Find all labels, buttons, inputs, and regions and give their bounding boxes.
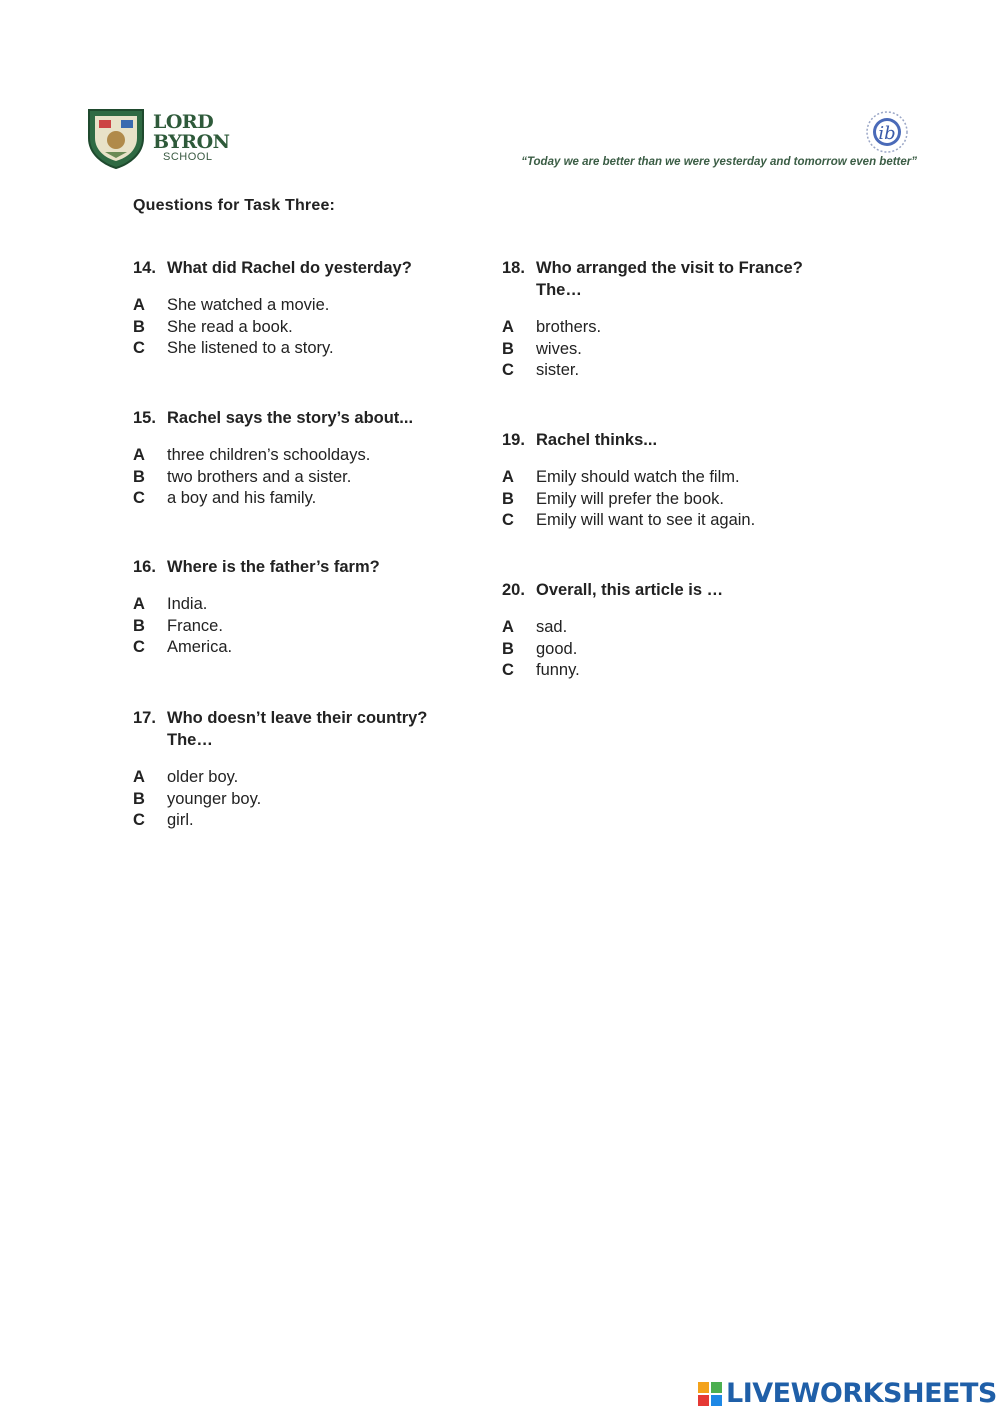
question-continuation: The… <box>536 281 582 299</box>
option-a[interactable] <box>133 767 493 789</box>
option-letter: B <box>133 467 145 486</box>
question-prompt <box>133 707 493 729</box>
option-letter: B <box>502 489 514 508</box>
option-text: funny. <box>536 661 580 680</box>
question-number: 14. <box>133 259 156 277</box>
question-number: 18. <box>502 259 525 277</box>
question-20 <box>502 579 862 682</box>
option-a[interactable] <box>133 295 493 317</box>
question-number: 20. <box>502 581 525 599</box>
option-text: older boy. <box>167 768 239 786</box>
option-letter: A <box>502 468 514 486</box>
school-name <box>153 112 230 152</box>
option-letter: A <box>133 768 145 786</box>
option-b[interactable] <box>502 639 862 661</box>
option-c[interactable] <box>133 338 493 360</box>
liveworksheets-brand: LIVEWORKSHEETS <box>726 1378 997 1409</box>
option-text: Emily will want to see it again. <box>536 511 756 530</box>
option-text: sad. <box>536 618 568 636</box>
option-c[interactable] <box>502 510 862 532</box>
question-prompt <box>133 556 493 578</box>
option-letter: C <box>502 661 514 680</box>
question-text: Overall, this article is … <box>536 581 724 599</box>
option-letter: A <box>133 595 145 613</box>
question-number: 16. <box>133 558 156 576</box>
question-text: What did Rachel do yesterday? <box>167 259 412 277</box>
option-c[interactable] <box>133 488 493 510</box>
option-c[interactable] <box>502 660 862 682</box>
question-15 <box>133 407 493 510</box>
question-text: Who doesn’t leave their country? <box>167 709 428 727</box>
question-prompt <box>133 407 493 429</box>
option-letter: C <box>133 489 145 508</box>
option-list <box>133 445 493 510</box>
question-text: Rachel thinks... <box>536 431 658 449</box>
option-letter: C <box>133 638 145 657</box>
ib-logo-icon <box>856 110 910 156</box>
option-letter: A <box>502 618 514 636</box>
question-number: 15. <box>133 409 156 427</box>
option-b[interactable] <box>133 467 493 489</box>
option-text: Emily will prefer the book. <box>536 489 724 508</box>
option-list <box>502 617 862 682</box>
option-letter: C <box>133 811 145 830</box>
option-text: France. <box>167 616 223 635</box>
option-text: three children’s schooldays. <box>167 446 371 464</box>
question-prompt <box>502 579 862 601</box>
option-text: brothers. <box>536 318 602 336</box>
option-a[interactable] <box>133 594 493 616</box>
option-letter: C <box>502 511 514 530</box>
option-text: sister. <box>536 361 580 380</box>
option-letter: B <box>502 639 514 658</box>
option-c[interactable] <box>133 637 493 659</box>
question-19 <box>502 429 862 532</box>
question-14 <box>133 257 493 360</box>
option-text: She watched a movie. <box>167 296 330 314</box>
question-16 <box>133 556 493 659</box>
option-letter: A <box>133 296 145 314</box>
question-continuation: The… <box>167 731 213 749</box>
option-text: America. <box>167 638 233 657</box>
option-a[interactable] <box>502 467 862 489</box>
question-prompt <box>133 257 493 279</box>
question-text: Where is the father’s farm? <box>167 558 380 576</box>
option-text: She listened to a story. <box>167 339 334 358</box>
option-list <box>502 317 862 382</box>
option-b[interactable] <box>133 616 493 638</box>
option-a[interactable] <box>502 317 862 339</box>
school-label: SCHOOL <box>163 151 213 163</box>
option-text: wives. <box>536 339 582 358</box>
option-letter: B <box>502 339 514 358</box>
school-name-line2: BYRON <box>153 131 230 153</box>
question-number: 17. <box>133 709 156 727</box>
option-text: Emily should watch the film. <box>536 468 740 486</box>
option-a[interactable] <box>502 617 862 639</box>
task-title: Questions for Task Three: <box>133 197 336 214</box>
option-letter: B <box>133 317 145 336</box>
svg-text:ib: ib <box>878 123 896 144</box>
option-c[interactable] <box>502 360 862 382</box>
option-letter: A <box>133 446 145 464</box>
option-letter: B <box>133 616 145 635</box>
question-text: Who arranged the visit to France? <box>536 259 803 277</box>
option-b[interactable] <box>133 789 493 811</box>
school-crest-icon <box>85 108 147 170</box>
question-17 <box>133 707 493 832</box>
option-b[interactable] <box>502 339 862 361</box>
option-text: She read a book. <box>167 317 293 336</box>
question-18 <box>502 257 862 382</box>
liveworksheets-logo[interactable] <box>698 1378 997 1410</box>
option-text: girl. <box>167 811 194 830</box>
option-list <box>502 467 862 532</box>
question-number: 19. <box>502 431 525 449</box>
option-text: a boy and his family. <box>167 489 317 508</box>
option-text: good. <box>536 639 578 658</box>
option-text: two brothers and a sister. <box>167 467 352 486</box>
option-list <box>133 295 493 360</box>
school-motto: “Today we are better than we were yesterday and tomorrow even better” <box>521 156 917 168</box>
option-c[interactable] <box>133 810 493 832</box>
option-b[interactable] <box>133 317 493 339</box>
school-name-line1: LORD <box>153 111 214 133</box>
question-prompt <box>502 429 862 451</box>
option-a[interactable] <box>133 445 493 467</box>
option-text: India. <box>167 595 208 613</box>
option-letter: B <box>133 789 145 808</box>
question-prompt <box>502 257 862 279</box>
option-list <box>133 767 493 832</box>
option-list <box>133 594 493 659</box>
liveworksheets-icon <box>698 1382 722 1406</box>
option-text: younger boy. <box>167 789 262 808</box>
option-letter: C <box>502 361 514 380</box>
option-b[interactable] <box>502 489 862 511</box>
question-text: Rachel says the story’s about... <box>167 409 414 427</box>
option-letter: A <box>502 318 514 336</box>
option-letter: C <box>133 339 145 358</box>
